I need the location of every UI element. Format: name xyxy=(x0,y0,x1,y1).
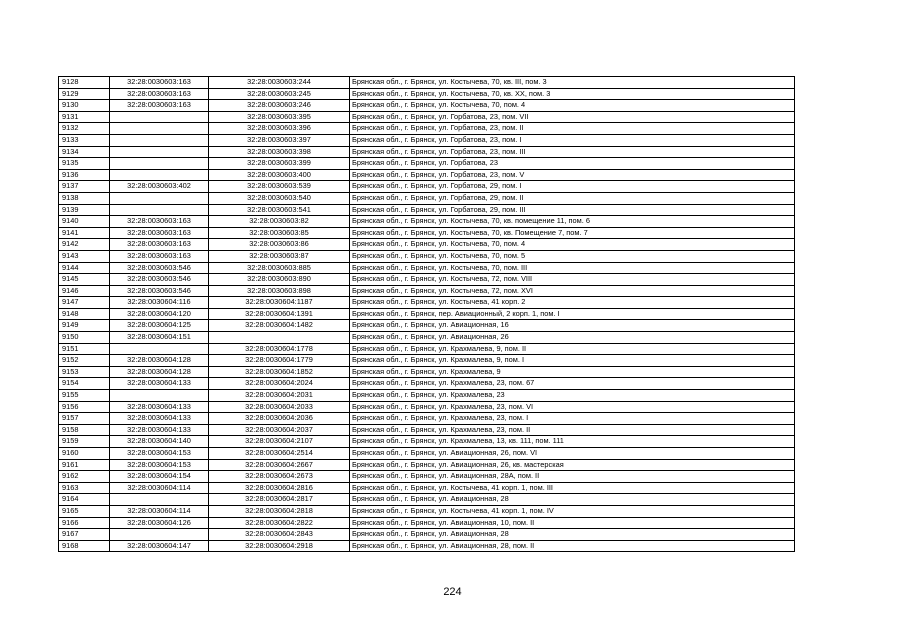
cadastral-number-cell: 32:28:0030604:1779 xyxy=(209,355,350,367)
address-cell: Брянская обл., г. Брянск, ул. Горбатова, 23, пом. III xyxy=(350,146,795,158)
parent-cadastral-cell: 32:28:0030603:546 xyxy=(110,262,209,274)
parent-cadastral-cell: 32:28:0030604:154 xyxy=(110,471,209,483)
row-number-cell: 9166 xyxy=(59,517,110,529)
table-row xyxy=(59,390,795,402)
parent-cadastral-cell: 32:28:0030604:153 xyxy=(110,448,209,460)
cadastral-number-cell: 32:28:0030603:397 xyxy=(209,134,350,146)
address-cell: Брянская обл., г. Брянск, ул. Горбатова, 23, пом. II xyxy=(350,123,795,135)
parent-cadastral-cell: 32:28:0030604:128 xyxy=(110,355,209,367)
parent-cadastral-cell: 32:28:0030603:546 xyxy=(110,274,209,286)
parent-cadastral-cell xyxy=(110,134,209,146)
row-number-cell: 9130 xyxy=(59,100,110,112)
row-number-cell: 9158 xyxy=(59,424,110,436)
cadastral-number-cell: 32:28:0030604:2673 xyxy=(209,471,350,483)
table-row xyxy=(59,355,795,367)
table-row xyxy=(59,494,795,506)
cadastral-number-cell: 32:28:0030603:540 xyxy=(209,192,350,204)
table-row xyxy=(59,181,795,193)
address-cell: Брянская обл., г. Брянск, ул. Крахмалева, 23, пом. I xyxy=(350,413,795,425)
parent-cadastral-cell: 32:28:0030604:114 xyxy=(110,482,209,494)
cadastral-number-cell: 32:28:0030603:85 xyxy=(209,227,350,239)
parent-cadastral-cell: 32:28:0030603:163 xyxy=(110,100,209,112)
address-cell: Брянская обл., г. Брянск, ул. Костычева, 70, пом. III xyxy=(350,262,795,274)
parent-cadastral-cell: 32:28:0030604:128 xyxy=(110,366,209,378)
row-number-cell: 9164 xyxy=(59,494,110,506)
cadastral-number-cell: 32:28:0030603:396 xyxy=(209,123,350,135)
row-number-cell: 9155 xyxy=(59,390,110,402)
address-cell: Брянская обл., г. Брянск, ул. Горбатова, 23, пом. V xyxy=(350,169,795,181)
address-cell: Брянская обл., г. Брянск, ул. Крахмалева, 9, пом. I xyxy=(350,355,795,367)
table-row xyxy=(59,366,795,378)
table-row xyxy=(59,424,795,436)
table-row xyxy=(59,169,795,181)
parent-cadastral-cell xyxy=(110,343,209,355)
address-cell: Брянская обл., г. Брянск, ул. Авиационная, 16 xyxy=(350,320,795,332)
cadastral-number-cell: 32:28:0030604:2024 xyxy=(209,378,350,390)
cadastral-number-cell: 32:28:0030603:400 xyxy=(209,169,350,181)
row-number-cell: 9153 xyxy=(59,366,110,378)
parent-cadastral-cell: 32:28:0030603:163 xyxy=(110,250,209,262)
cadastral-number-cell: 32:28:0030604:2036 xyxy=(209,413,350,425)
parent-cadastral-cell: 32:28:0030603:163 xyxy=(110,88,209,100)
address-cell: Брянская обл., г. Брянск, ул. Костычева, 70, кв. XX, пом. 3 xyxy=(350,88,795,100)
row-number-cell: 9160 xyxy=(59,448,110,460)
table-row xyxy=(59,436,795,448)
address-cell: Брянская обл., г. Брянск, ул. Костычева, 70, пом. 4 xyxy=(350,239,795,251)
cadastral-number-cell: 32:28:0030603:885 xyxy=(209,262,350,274)
parent-cadastral-cell xyxy=(110,204,209,216)
cadastral-number-cell: 32:28:0030604:1482 xyxy=(209,320,350,332)
cadastral-number-cell: 32:28:0030603:246 xyxy=(209,100,350,112)
address-cell: Брянская обл., г. Брянск, ул. Горбатова, 29, пом. II xyxy=(350,192,795,204)
address-cell: Брянская обл., г. Брянск, ул. Авиационная, 28 xyxy=(350,529,795,541)
table-row xyxy=(59,471,795,483)
row-number-cell: 9131 xyxy=(59,111,110,123)
address-cell: Брянская обл., г. Брянск, пер. Авиационный, 2 корп. 1, пом. I xyxy=(350,308,795,320)
table-row xyxy=(59,88,795,100)
parent-cadastral-cell xyxy=(110,494,209,506)
table-row xyxy=(59,448,795,460)
table-row xyxy=(59,216,795,228)
property-table-body xyxy=(59,77,795,552)
address-cell: Брянская обл., г. Брянск, ул. Крахмалева, 23, пом. VI xyxy=(350,401,795,413)
row-number-cell: 9143 xyxy=(59,250,110,262)
parent-cadastral-cell xyxy=(110,192,209,204)
cadastral-number-cell: 32:28:0030604:2822 xyxy=(209,517,350,529)
table-row xyxy=(59,77,795,89)
row-number-cell: 9134 xyxy=(59,146,110,158)
row-number-cell: 9152 xyxy=(59,355,110,367)
parent-cadastral-cell: 32:28:0030604:133 xyxy=(110,424,209,436)
parent-cadastral-cell xyxy=(110,169,209,181)
row-number-cell: 9138 xyxy=(59,192,110,204)
row-number-cell: 9145 xyxy=(59,274,110,286)
row-number-cell: 9162 xyxy=(59,471,110,483)
parent-cadastral-cell: 32:28:0030604:147 xyxy=(110,540,209,552)
table-row xyxy=(59,320,795,332)
row-number-cell: 9141 xyxy=(59,227,110,239)
row-number-cell: 9159 xyxy=(59,436,110,448)
row-number-cell: 9154 xyxy=(59,378,110,390)
parent-cadastral-cell xyxy=(110,146,209,158)
property-table xyxy=(58,76,795,552)
table-row xyxy=(59,262,795,274)
address-cell: Брянская обл., г. Брянск, ул. Горбатова, 29, пом. III xyxy=(350,204,795,216)
parent-cadastral-cell: 32:28:0030603:163 xyxy=(110,77,209,89)
cadastral-number-cell: 32:28:0030604:1187 xyxy=(209,297,350,309)
address-cell: Брянская обл., г. Брянск, ул. Авиационная, 28 xyxy=(350,494,795,506)
table-row xyxy=(59,227,795,239)
row-number-cell: 9128 xyxy=(59,77,110,89)
row-number-cell: 9139 xyxy=(59,204,110,216)
parent-cadastral-cell: 32:28:0030604:151 xyxy=(110,332,209,344)
row-number-cell: 9146 xyxy=(59,285,110,297)
row-number-cell: 9168 xyxy=(59,540,110,552)
parent-cadastral-cell: 32:28:0030604:116 xyxy=(110,297,209,309)
row-number-cell: 9165 xyxy=(59,505,110,517)
cadastral-number-cell: 32:28:0030604:2033 xyxy=(209,401,350,413)
row-number-cell: 9137 xyxy=(59,181,110,193)
parent-cadastral-cell: 32:28:0030603:163 xyxy=(110,227,209,239)
table-row xyxy=(59,285,795,297)
row-number-cell: 9167 xyxy=(59,529,110,541)
parent-cadastral-cell: 32:28:0030604:140 xyxy=(110,436,209,448)
row-number-cell: 9129 xyxy=(59,88,110,100)
table-row xyxy=(59,100,795,112)
address-cell: Брянская обл., г. Брянск, ул. Авиационная, 26 xyxy=(350,332,795,344)
address-cell: Брянская обл., г. Брянск, ул. Крахмалева, 23 xyxy=(350,390,795,402)
cadastral-number-cell: 32:28:0030604:2107 xyxy=(209,436,350,448)
parent-cadastral-cell: 32:28:0030603:163 xyxy=(110,216,209,228)
table-row xyxy=(59,540,795,552)
address-cell: Брянская обл., г. Брянск, ул. Горбатова, 23, пом. I xyxy=(350,134,795,146)
parent-cadastral-cell: 32:28:0030604:125 xyxy=(110,320,209,332)
cadastral-number-cell: 32:28:0030603:541 xyxy=(209,204,350,216)
address-cell: Брянская обл., г. Брянск, ул. Крахмалева, 9 xyxy=(350,366,795,378)
cadastral-number-cell: 32:28:0030604:2817 xyxy=(209,494,350,506)
table-row xyxy=(59,123,795,135)
table-row xyxy=(59,378,795,390)
parent-cadastral-cell: 32:28:0030604:153 xyxy=(110,459,209,471)
table-row xyxy=(59,343,795,355)
row-number-cell: 9151 xyxy=(59,343,110,355)
table-row xyxy=(59,111,795,123)
row-number-cell: 9144 xyxy=(59,262,110,274)
address-cell: Брянская обл., г. Брянск, ул. Костычева, 41 корп. 1, пом. IV xyxy=(350,505,795,517)
parent-cadastral-cell xyxy=(110,390,209,402)
parent-cadastral-cell: 32:28:0030604:120 xyxy=(110,308,209,320)
table-row xyxy=(59,413,795,425)
table-row xyxy=(59,459,795,471)
table-row xyxy=(59,204,795,216)
property-table-container xyxy=(58,76,795,552)
table-row xyxy=(59,158,795,170)
row-number-cell: 9149 xyxy=(59,320,110,332)
parent-cadastral-cell: 32:28:0030604:133 xyxy=(110,401,209,413)
table-row xyxy=(59,332,795,344)
table-row xyxy=(59,517,795,529)
parent-cadastral-cell: 32:28:0030604:133 xyxy=(110,378,209,390)
table-row xyxy=(59,529,795,541)
cadastral-number-cell: 32:28:0030604:2918 xyxy=(209,540,350,552)
row-number-cell: 9157 xyxy=(59,413,110,425)
cadastral-number-cell: 32:28:0030603:890 xyxy=(209,274,350,286)
address-cell: Брянская обл., г. Брянск, ул. Авиационная, 26, кв. мастерская xyxy=(350,459,795,471)
address-cell: Брянская обл., г. Брянск, ул. Авиационная, 28, пом. II xyxy=(350,540,795,552)
table-row xyxy=(59,401,795,413)
cadastral-number-cell xyxy=(209,332,350,344)
address-cell: Брянская обл., г. Брянск, ул. Костычева, 70, кв. Помещение 7, пом. 7 xyxy=(350,227,795,239)
row-number-cell: 9136 xyxy=(59,169,110,181)
page-number: 224 xyxy=(443,586,462,598)
parent-cadastral-cell: 32:28:0030604:133 xyxy=(110,413,209,425)
table-row xyxy=(59,239,795,251)
cadastral-number-cell: 32:28:0030603:539 xyxy=(209,181,350,193)
cadastral-number-cell: 32:28:0030603:399 xyxy=(209,158,350,170)
row-number-cell: 9135 xyxy=(59,158,110,170)
row-number-cell: 9132 xyxy=(59,123,110,135)
table-row xyxy=(59,505,795,517)
cadastral-number-cell: 32:28:0030603:898 xyxy=(209,285,350,297)
cadastral-number-cell: 32:28:0030604:2514 xyxy=(209,448,350,460)
cadastral-number-cell: 32:28:0030604:2843 xyxy=(209,529,350,541)
address-cell: Брянская обл., г. Брянск, ул. Крахмалева, 23, пом. 67 xyxy=(350,378,795,390)
cadastral-number-cell: 32:28:0030603:87 xyxy=(209,250,350,262)
address-cell: Брянская обл., г. Брянск, ул. Костычева, 72, пом. VIII xyxy=(350,274,795,286)
cadastral-number-cell: 32:28:0030603:82 xyxy=(209,216,350,228)
parent-cadastral-cell: 32:28:0030604:126 xyxy=(110,517,209,529)
cadastral-number-cell: 32:28:0030604:2816 xyxy=(209,482,350,494)
address-cell: Брянская обл., г. Брянск, ул. Крахмалева, 23, пом. II xyxy=(350,424,795,436)
parent-cadastral-cell: 32:28:0030603:163 xyxy=(110,239,209,251)
row-number-cell: 9142 xyxy=(59,239,110,251)
address-cell: Брянская обл., г. Брянск, ул. Авиационная, 26, пом. VI xyxy=(350,448,795,460)
row-number-cell: 9156 xyxy=(59,401,110,413)
cadastral-number-cell: 32:28:0030604:1852 xyxy=(209,366,350,378)
parent-cadastral-cell xyxy=(110,111,209,123)
cadastral-number-cell: 32:28:0030603:86 xyxy=(209,239,350,251)
cadastral-number-cell: 32:28:0030604:2818 xyxy=(209,505,350,517)
table-row xyxy=(59,482,795,494)
cadastral-number-cell: 32:28:0030604:2037 xyxy=(209,424,350,436)
table-row xyxy=(59,308,795,320)
cadastral-number-cell: 32:28:0030603:395 xyxy=(209,111,350,123)
address-cell: Брянская обл., г. Брянск, ул. Костычева, 70, пом. 4 xyxy=(350,100,795,112)
parent-cadastral-cell: 32:28:0030604:114 xyxy=(110,505,209,517)
address-cell: Брянская обл., г. Брянск, ул. Горбатова, 23, пом. VII xyxy=(350,111,795,123)
row-number-cell: 9163 xyxy=(59,482,110,494)
address-cell: Брянская обл., г. Брянск, ул. Костычева, 70, кв. помещение 11, пом. 6 xyxy=(350,216,795,228)
row-number-cell: 9150 xyxy=(59,332,110,344)
address-cell: Брянская обл., г. Брянск, ул. Крахмалева, 9, пом. II xyxy=(350,343,795,355)
address-cell: Брянская обл., г. Брянск, ул. Костычева, 41 корп. 1, пом. III xyxy=(350,482,795,494)
row-number-cell: 9133 xyxy=(59,134,110,146)
parent-cadastral-cell xyxy=(110,529,209,541)
table-row xyxy=(59,146,795,158)
address-cell: Брянская обл., г. Брянск, ул. Авиационная, 28А, пом. II xyxy=(350,471,795,483)
table-row xyxy=(59,250,795,262)
row-number-cell: 9148 xyxy=(59,308,110,320)
address-cell: Брянская обл., г. Брянск, ул. Авиационная, 10, пом. II xyxy=(350,517,795,529)
row-number-cell: 9140 xyxy=(59,216,110,228)
cadastral-number-cell: 32:28:0030604:1778 xyxy=(209,343,350,355)
cadastral-number-cell: 32:28:0030604:2667 xyxy=(209,459,350,471)
parent-cadastral-cell: 32:28:0030603:546 xyxy=(110,285,209,297)
cadastral-number-cell: 32:28:0030603:244 xyxy=(209,77,350,89)
address-cell: Брянская обл., г. Брянск, ул. Крахмалева, 13, кв. 111, пом. 111 xyxy=(350,436,795,448)
address-cell: Брянская обл., г. Брянск, ул. Горбатова, 23 xyxy=(350,158,795,170)
row-number-cell: 9161 xyxy=(59,459,110,471)
address-cell: Брянская обл., г. Брянск, ул. Костычева, 72, пом. XVI xyxy=(350,285,795,297)
address-cell: Брянская обл., г. Брянск, ул. Горбатова, 29, пом. I xyxy=(350,181,795,193)
table-row xyxy=(59,134,795,146)
cadastral-number-cell: 32:28:0030603:245 xyxy=(209,88,350,100)
cadastral-number-cell: 32:28:0030604:2031 xyxy=(209,390,350,402)
address-cell: Брянская обл., г. Брянск, ул. Костычева, 70, кв. III, пом. 3 xyxy=(350,77,795,89)
cadastral-number-cell: 32:28:0030603:398 xyxy=(209,146,350,158)
parent-cadastral-cell xyxy=(110,158,209,170)
row-number-cell: 9147 xyxy=(59,297,110,309)
parent-cadastral-cell xyxy=(110,123,209,135)
table-row xyxy=(59,274,795,286)
parent-cadastral-cell: 32:28:0030603:402 xyxy=(110,181,209,193)
address-cell: Брянская обл., г. Брянск, ул. Костычева, 41 корп. 2 xyxy=(350,297,795,309)
table-row xyxy=(59,297,795,309)
cadastral-number-cell: 32:28:0030604:1391 xyxy=(209,308,350,320)
address-cell: Брянская обл., г. Брянск, ул. Костычева, 70, пом. 5 xyxy=(350,250,795,262)
table-row xyxy=(59,192,795,204)
